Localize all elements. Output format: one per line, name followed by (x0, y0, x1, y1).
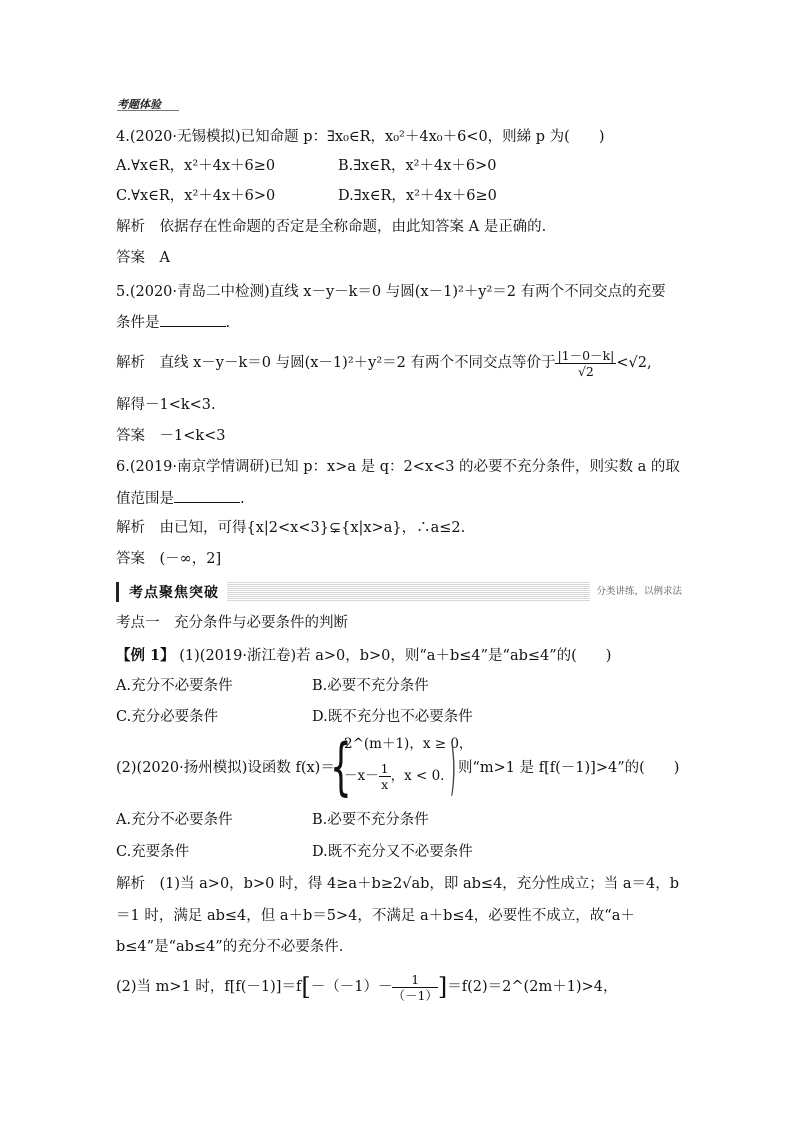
example1-stem-text: (1)(2019·浙江卷)若 a>0，b>0，则“a＋b≤4”是“ab≤4”的( ) (179, 648, 612, 664)
q5-analysis (116, 346, 652, 380)
ex1-option-a: A.充分不必要条件 (116, 678, 233, 694)
case2-fraction (379, 761, 391, 792)
ex2-stem-post: 则“m>1 是 f[f(－1)]>4”的( ) (458, 760, 680, 776)
solution-line1: 解析 (1)当 a>0，b>0 时，得 4≥a＋b≥2√ab，即 ab≤4，充分性成立；当 a＝4，b (116, 876, 680, 892)
q4-option-c: C.∀x∈R，x²＋4x＋6>0 (116, 188, 276, 204)
q6-answer: 答案 (－∞，2] (116, 551, 222, 567)
q5-stem-end: . (225, 315, 231, 331)
q6-stem-end: . (240, 491, 245, 507)
case2-fraction-den: x (381, 777, 389, 792)
banner-subtitle: 分类讲练，以例求法 (590, 582, 682, 602)
example1-label: 【例 1】 (116, 647, 175, 664)
solution-fraction-num: 1 (392, 972, 437, 988)
solution-fraction-den: （－1） (392, 987, 438, 1003)
ex1-option-c: C.充分必要条件 (116, 709, 219, 725)
q5-fraction-den: √2 (577, 363, 594, 379)
solution-line4 (116, 966, 617, 1008)
solution-open-bracket: [ (301, 973, 311, 1001)
example1-stem (116, 646, 611, 666)
ex1-option-d: D.既不充分也不必要条件 (312, 709, 473, 725)
ex2-option-d: D.既不充分又不必要条件 (312, 844, 473, 860)
tag-tick (167, 104, 183, 111)
solution-line3: b≤4”是“ab≤4”的充分不必要条件. (116, 939, 344, 955)
q5-blank (160, 312, 226, 327)
q6-stem-line2 (116, 488, 245, 509)
q6-stem-text: 值范围是 (116, 491, 174, 507)
ex2-stem-pre: (2)(2020·扬州模拟)设函数 f(x)＝ (116, 760, 335, 776)
case2-fraction-num: 1 (380, 761, 389, 776)
solution-fraction (392, 972, 437, 1003)
banner-title: 考点聚焦突破 (116, 582, 227, 602)
q5-stem-line1: 5.(2020·青岛二中检测)直线 x－y－k＝0 与圆(x－1)²＋y²＝2 有两个不同交点的充要 (116, 284, 666, 300)
solution-close-bracket: ] (437, 973, 448, 1001)
solution-line4-post: ＝f(2)＝2^(2m＋1)>4， (447, 979, 618, 995)
ex2-option-c: C.充要条件 (116, 844, 190, 860)
ex2-option-a: A.充分不必要条件 (116, 812, 233, 828)
q6-blank (174, 488, 240, 503)
q4-option-a: A.∀x∈R，x²＋4x＋6≥0 (116, 158, 276, 174)
q5-stem-text: 条件是 (116, 315, 160, 331)
q6-stem-line1: 6.(2019·南京学情调研)已知 p：x>a 是 q：2<x<3 的必要不充分条件，则实数 a 的取 (116, 459, 680, 475)
solution-line2: ＝1 时，满足 ab≤4，但 a＋b＝5>4，不满足 a＋b≤4，必要性不成立，故“a＋ (116, 908, 635, 924)
q4-option-b: B.∃x∈R，x²＋4x＋6>0 (338, 158, 497, 174)
section-banner (116, 582, 682, 602)
q4-analysis: 解析 依据存在性命题的否定是全称命题，由此知答案 A 是正确的. (116, 219, 547, 235)
q5-fraction (555, 348, 616, 379)
q4-stem: 4.(2020·无锡模拟)已知命题 p：∃x₀∈R，x₀²＋4x₀＋6<0，则綈 p 为( ) (116, 129, 605, 145)
piecewise-right-bar: ) (450, 733, 456, 803)
q6-analysis: 解析 由已知，可得{x|2<x<3}⊊{x|x>a}，∴a≤2. (116, 520, 466, 536)
q5-answer: 答案 －1<k<3 (116, 428, 226, 444)
q4-answer: 答案 A (116, 250, 170, 266)
q5-fraction-num: |1－0－k| (557, 347, 615, 363)
section-tag-label: 考题体验 (117, 99, 161, 111)
case2-post: ，x < 0. (390, 768, 445, 784)
piecewise-left-brace: { (330, 730, 352, 803)
q5-analysis-post: <√2, (616, 355, 652, 371)
case2-pre: －x－ (344, 768, 379, 784)
q5-analysis-text: 解析 直线 x－y－k＝0 与圆(x－1)²＋y²＝2 有两个不同交点等价于 (116, 355, 556, 371)
topic-heading: 考点一 充分条件与必要条件的判断 (116, 615, 348, 631)
piecewise-case2 (344, 758, 444, 794)
ex1-option-b: B.必要不充分条件 (312, 678, 429, 694)
solution-line4-mid: －（－1）－ (310, 979, 393, 995)
q5-analysis-result: 解得－1<k<3. (116, 397, 216, 413)
q5-stem-line2 (116, 312, 230, 333)
ex2-option-b: B.必要不充分条件 (312, 812, 429, 828)
piecewise-case1: 2^(m＋1)，x ≥ 0， (344, 736, 473, 752)
q4-option-d: D.∃x∈R，x²＋4x＋6≥0 (338, 188, 497, 204)
solution-line4-pre: (2)当 m>1 时，f[f(－1)]＝f (116, 979, 302, 995)
